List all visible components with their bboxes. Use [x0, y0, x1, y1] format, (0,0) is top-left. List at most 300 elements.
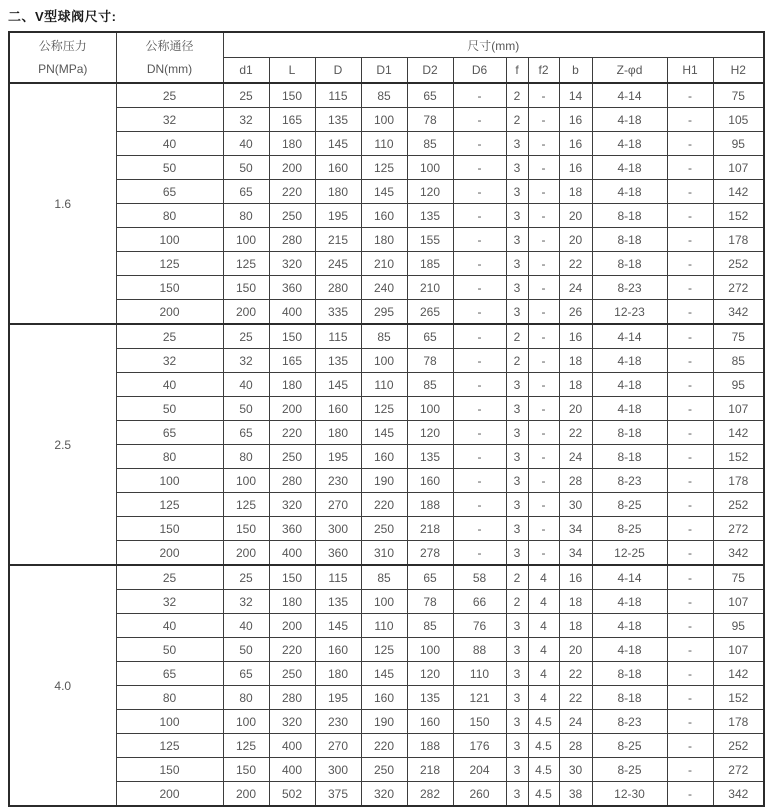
table-row [9, 565, 764, 590]
size-value-cell: 180 [269, 590, 315, 614]
size-value-cell: 100 [223, 469, 269, 493]
section-title: 二、V型球阀尺寸: [8, 9, 117, 24]
size-column-header: Z-φd [592, 58, 667, 84]
size-value-cell: 125 [223, 252, 269, 276]
size-value-cell: - [528, 517, 559, 541]
table-row [9, 469, 764, 493]
size-value-cell: 95 [713, 373, 764, 397]
size-value-cell: 3 [506, 493, 528, 517]
size-value-cell: - [667, 782, 713, 807]
size-value-cell: - [528, 324, 559, 349]
size-value-cell: 8-23 [592, 469, 667, 493]
size-value-cell: 24 [559, 276, 592, 300]
dn-value-cell: 150 [116, 517, 223, 541]
dn-value-cell: 50 [116, 156, 223, 180]
size-value-cell: 65 [407, 565, 453, 590]
size-value-cell: 4-18 [592, 132, 667, 156]
size-value-cell: 150 [453, 710, 506, 734]
size-value-cell: - [667, 445, 713, 469]
size-value-cell: 4 [528, 686, 559, 710]
size-value-cell: 265 [407, 300, 453, 325]
size-value-cell: 65 [223, 421, 269, 445]
dn-value-cell: 25 [116, 83, 223, 108]
dn-value-cell: 125 [116, 252, 223, 276]
size-value-cell: 120 [407, 421, 453, 445]
size-value-cell: 280 [315, 276, 361, 300]
size-value-cell: 18 [559, 373, 592, 397]
size-value-cell: 50 [223, 638, 269, 662]
size-value-cell: - [528, 180, 559, 204]
size-value-cell: 28 [559, 469, 592, 493]
size-value-cell: 2 [506, 565, 528, 590]
size-value-cell: 65 [407, 83, 453, 108]
pn-value-cell: 1.6 [9, 83, 116, 324]
size-value-cell: 3 [506, 204, 528, 228]
pressure-label: 公称压力 [38, 38, 87, 53]
size-value-cell: - [667, 517, 713, 541]
size-value-cell: 4 [528, 614, 559, 638]
size-value-cell: 8-18 [592, 662, 667, 686]
size-value-cell: - [453, 156, 506, 180]
size-value-cell: 100 [223, 710, 269, 734]
size-value-cell: 335 [315, 300, 361, 325]
size-value-cell: 180 [315, 421, 361, 445]
size-value-cell: 220 [269, 638, 315, 662]
size-value-cell: 4-18 [592, 108, 667, 132]
size-value-cell: 4-18 [592, 614, 667, 638]
table-row [9, 590, 764, 614]
table-row [9, 638, 764, 662]
size-value-cell: - [667, 156, 713, 180]
size-value-cell: 260 [453, 782, 506, 807]
size-value-cell: 4-18 [592, 590, 667, 614]
size-value-cell: - [667, 565, 713, 590]
size-value-cell: 78 [407, 108, 453, 132]
size-value-cell: 115 [315, 83, 361, 108]
size-value-cell: - [528, 204, 559, 228]
size-value-cell: 2 [506, 108, 528, 132]
size-value-cell: - [528, 276, 559, 300]
size-value-cell: 107 [713, 156, 764, 180]
size-value-cell: 204 [453, 758, 506, 782]
size-value-cell: 4.5 [528, 710, 559, 734]
size-value-cell: - [667, 300, 713, 325]
size-value-cell: 88 [453, 638, 506, 662]
size-value-cell: 272 [713, 276, 764, 300]
size-value-cell: 110 [361, 132, 407, 156]
size-value-cell: 20 [559, 204, 592, 228]
size-value-cell: - [667, 373, 713, 397]
valve-dimensions-table [8, 31, 765, 807]
size-value-cell: - [453, 445, 506, 469]
size-value-cell: 85 [407, 132, 453, 156]
size-value-cell: 3 [506, 686, 528, 710]
dn-value-cell: 40 [116, 614, 223, 638]
size-value-cell: 75 [713, 565, 764, 590]
size-value-cell: 4 [528, 638, 559, 662]
dn-value-cell: 50 [116, 397, 223, 421]
dn-value-cell: 25 [116, 324, 223, 349]
table-row [9, 300, 764, 325]
size-value-cell: 160 [361, 686, 407, 710]
dn-value-cell: 200 [116, 541, 223, 566]
size-value-cell: 152 [713, 204, 764, 228]
size-value-cell: 115 [315, 565, 361, 590]
size-column-header: H2 [713, 58, 764, 84]
size-value-cell: 22 [559, 421, 592, 445]
size-value-cell: 32 [223, 349, 269, 373]
size-value-cell: 3 [506, 276, 528, 300]
size-value-cell: 2 [506, 83, 528, 108]
pn-value-cell: 4.0 [9, 565, 116, 806]
size-value-cell: 200 [223, 541, 269, 566]
size-value-cell: 145 [315, 614, 361, 638]
dn-value-cell: 25 [116, 565, 223, 590]
table-row [9, 445, 764, 469]
size-value-cell: 120 [407, 180, 453, 204]
dn-value-cell: 100 [116, 710, 223, 734]
dn-value-cell: 65 [116, 421, 223, 445]
size-value-cell: 85 [407, 373, 453, 397]
size-value-cell: - [453, 83, 506, 108]
size-value-cell: 65 [223, 180, 269, 204]
size-value-cell: 178 [713, 710, 764, 734]
size-value-cell: 270 [315, 734, 361, 758]
size-value-cell: 3 [506, 734, 528, 758]
size-value-cell: 24 [559, 710, 592, 734]
size-value-cell: 280 [269, 686, 315, 710]
size-value-cell: - [528, 252, 559, 276]
size-value-cell: 320 [269, 710, 315, 734]
size-value-cell: 85 [407, 614, 453, 638]
size-value-cell: 180 [269, 373, 315, 397]
size-value-cell: 100 [407, 397, 453, 421]
size-value-cell: 34 [559, 541, 592, 566]
diameter-unit-label: DN(mm) [146, 61, 193, 76]
size-value-cell: 40 [223, 614, 269, 638]
size-value-cell: 220 [269, 421, 315, 445]
size-value-cell: 220 [361, 734, 407, 758]
pressure-column-header [9, 32, 116, 83]
dn-value-cell: 200 [116, 300, 223, 325]
size-value-cell: 78 [407, 349, 453, 373]
size-value-cell: 3 [506, 445, 528, 469]
size-value-cell: 135 [407, 204, 453, 228]
size-value-cell: 145 [361, 180, 407, 204]
size-value-cell: 8-18 [592, 204, 667, 228]
table-row [9, 156, 764, 180]
size-value-cell: - [667, 734, 713, 758]
size-value-cell: 115 [315, 324, 361, 349]
size-value-cell: 252 [713, 252, 764, 276]
size-value-cell: - [528, 397, 559, 421]
table-row [9, 734, 764, 758]
dn-value-cell: 65 [116, 180, 223, 204]
size-value-cell: 320 [269, 493, 315, 517]
dn-value-cell: 40 [116, 373, 223, 397]
size-value-cell: 135 [315, 108, 361, 132]
size-value-cell: - [453, 108, 506, 132]
size-value-cell: 12-25 [592, 541, 667, 566]
size-value-cell: 3 [506, 252, 528, 276]
size-value-cell: - [453, 180, 506, 204]
pressure-unit-label: PN(MPa) [38, 61, 88, 76]
table-row [9, 324, 764, 349]
size-value-cell: 100 [361, 349, 407, 373]
size-value-cell: 100 [223, 228, 269, 252]
size-value-cell: 8-25 [592, 758, 667, 782]
size-value-cell: 295 [361, 300, 407, 325]
size-value-cell: 16 [559, 565, 592, 590]
size-column-header: d1 [223, 58, 269, 84]
size-value-cell: - [667, 83, 713, 108]
size-value-cell: 78 [407, 590, 453, 614]
dn-value-cell: 150 [116, 758, 223, 782]
size-value-cell: 155 [407, 228, 453, 252]
size-value-cell: 125 [223, 493, 269, 517]
dn-value-cell: 65 [116, 662, 223, 686]
size-value-cell: 12-30 [592, 782, 667, 807]
dn-value-cell: 100 [116, 469, 223, 493]
size-value-cell: 50 [223, 397, 269, 421]
size-value-cell: 4-18 [592, 349, 667, 373]
size-value-cell: 16 [559, 324, 592, 349]
size-value-cell: - [667, 421, 713, 445]
size-value-cell: 22 [559, 662, 592, 686]
size-value-cell: 8-18 [592, 421, 667, 445]
size-value-cell: - [528, 445, 559, 469]
size-value-cell: - [453, 493, 506, 517]
size-value-cell: 278 [407, 541, 453, 566]
table-row [9, 204, 764, 228]
table-header [9, 32, 764, 83]
size-value-cell: - [667, 662, 713, 686]
dn-value-cell: 32 [116, 349, 223, 373]
size-value-cell: - [453, 541, 506, 566]
size-value-cell: 342 [713, 782, 764, 807]
size-value-cell: 142 [713, 180, 764, 204]
size-value-cell: - [528, 228, 559, 252]
size-value-cell: 218 [407, 517, 453, 541]
size-value-cell: 160 [315, 638, 361, 662]
size-value-cell: - [453, 228, 506, 252]
dn-value-cell: 150 [116, 276, 223, 300]
size-value-cell: - [453, 517, 506, 541]
size-value-cell: 95 [713, 132, 764, 156]
size-value-cell: - [453, 349, 506, 373]
size-value-cell: - [528, 83, 559, 108]
size-value-cell: 3 [506, 662, 528, 686]
size-value-cell: 145 [315, 373, 361, 397]
size-value-cell: - [667, 349, 713, 373]
size-value-cell: 3 [506, 638, 528, 662]
size-value-cell: 342 [713, 541, 764, 566]
size-value-cell: 40 [223, 132, 269, 156]
size-value-cell: - [453, 132, 506, 156]
size-value-cell: 3 [506, 228, 528, 252]
table-row [9, 397, 764, 421]
size-value-cell: 4-14 [592, 565, 667, 590]
size-value-cell: 85 [713, 349, 764, 373]
size-value-cell: 85 [361, 83, 407, 108]
size-value-cell: 160 [361, 204, 407, 228]
size-value-cell: 2 [506, 590, 528, 614]
diameter-column-header [116, 32, 223, 83]
size-value-cell: 25 [223, 565, 269, 590]
size-value-cell: - [453, 397, 506, 421]
size-value-cell: 50 [223, 156, 269, 180]
size-value-cell: - [528, 541, 559, 566]
size-value-cell: 272 [713, 517, 764, 541]
size-value-cell: 4-18 [592, 180, 667, 204]
size-value-cell: 165 [269, 108, 315, 132]
size-value-cell: 200 [269, 614, 315, 638]
size-value-cell: 95 [713, 614, 764, 638]
size-value-cell: 142 [713, 421, 764, 445]
size-value-cell: - [528, 108, 559, 132]
size-value-cell: 4.5 [528, 782, 559, 807]
table-row [9, 782, 764, 807]
size-value-cell: 125 [361, 397, 407, 421]
size-value-cell: 3 [506, 469, 528, 493]
size-value-cell: 250 [269, 445, 315, 469]
size-value-cell: 3 [506, 541, 528, 566]
dn-value-cell: 32 [116, 108, 223, 132]
size-value-cell: 300 [315, 517, 361, 541]
table-row [9, 541, 764, 566]
table-row [9, 493, 764, 517]
size-value-cell: 125 [223, 734, 269, 758]
size-column-header: f2 [528, 58, 559, 84]
size-value-cell: 190 [361, 710, 407, 734]
dn-value-cell: 125 [116, 734, 223, 758]
size-value-cell: 40 [223, 373, 269, 397]
size-value-cell: - [453, 276, 506, 300]
size-value-cell: 320 [361, 782, 407, 807]
dn-value-cell: 32 [116, 590, 223, 614]
size-column-header: L [269, 58, 315, 84]
size-value-cell: 152 [713, 445, 764, 469]
size-value-cell: 75 [713, 83, 764, 108]
size-value-cell: 250 [361, 517, 407, 541]
size-value-cell: 252 [713, 734, 764, 758]
size-value-cell: - [667, 397, 713, 421]
size-value-cell: - [667, 469, 713, 493]
size-value-cell: 26 [559, 300, 592, 325]
size-value-cell: 20 [559, 638, 592, 662]
size-value-cell: - [667, 108, 713, 132]
size-value-cell: 85 [361, 565, 407, 590]
size-value-cell: 25 [223, 324, 269, 349]
size-value-cell: 8-23 [592, 710, 667, 734]
size-value-cell: 150 [223, 276, 269, 300]
size-value-cell: 200 [223, 782, 269, 807]
header-row-top [9, 32, 764, 58]
size-value-cell: 20 [559, 228, 592, 252]
size-value-cell: 8-25 [592, 493, 667, 517]
size-value-cell: 360 [269, 517, 315, 541]
size-value-cell: 200 [223, 300, 269, 325]
size-value-cell: - [667, 204, 713, 228]
size-value-cell: - [667, 541, 713, 566]
size-value-cell: 200 [269, 156, 315, 180]
size-value-cell: 30 [559, 758, 592, 782]
size-value-cell: 3 [506, 710, 528, 734]
size-value-cell: 342 [713, 300, 764, 325]
size-value-cell: 135 [315, 590, 361, 614]
size-value-cell: - [667, 324, 713, 349]
size-value-cell: 58 [453, 565, 506, 590]
size-value-cell: - [528, 493, 559, 517]
size-value-cell: 125 [361, 638, 407, 662]
size-value-cell: 190 [361, 469, 407, 493]
size-value-cell: 80 [223, 204, 269, 228]
size-value-cell: 3 [506, 180, 528, 204]
size-value-cell: 178 [713, 469, 764, 493]
size-value-cell: 160 [315, 156, 361, 180]
size-value-cell: 270 [315, 493, 361, 517]
size-value-cell: 66 [453, 590, 506, 614]
size-value-cell: 320 [269, 252, 315, 276]
table-row [9, 252, 764, 276]
size-value-cell: 150 [223, 758, 269, 782]
size-value-cell: - [667, 132, 713, 156]
dn-value-cell: 100 [116, 228, 223, 252]
size-value-cell: 2 [506, 349, 528, 373]
table-row [9, 373, 764, 397]
size-value-cell: - [453, 300, 506, 325]
size-value-cell: 230 [315, 710, 361, 734]
size-value-cell: 32 [223, 590, 269, 614]
size-value-cell: 8-25 [592, 734, 667, 758]
size-value-cell: 188 [407, 734, 453, 758]
size-value-cell: 65 [223, 662, 269, 686]
size-column-header: D2 [407, 58, 453, 84]
dn-value-cell: 125 [116, 493, 223, 517]
size-value-cell: 34 [559, 517, 592, 541]
size-value-cell: 38 [559, 782, 592, 807]
size-value-cell: 4 [528, 590, 559, 614]
table-row [9, 421, 764, 445]
size-value-cell: - [453, 324, 506, 349]
size-value-cell: - [453, 204, 506, 228]
size-value-cell: 75 [713, 324, 764, 349]
size-value-cell: 18 [559, 590, 592, 614]
size-column-header: D [315, 58, 361, 84]
size-value-cell: 18 [559, 180, 592, 204]
size-value-cell: - [667, 758, 713, 782]
size-value-cell: 300 [315, 758, 361, 782]
table-row [9, 686, 764, 710]
size-column-header: f [506, 58, 528, 84]
valve-table-body [9, 83, 764, 806]
size-value-cell: 220 [269, 180, 315, 204]
diameter-label: 公称通径 [145, 38, 194, 53]
size-value-cell: 4-18 [592, 397, 667, 421]
size-value-cell: 3 [506, 397, 528, 421]
size-value-cell: 18 [559, 614, 592, 638]
size-value-cell: 80 [223, 686, 269, 710]
size-value-cell: - [528, 469, 559, 493]
size-value-cell: 30 [559, 493, 592, 517]
size-value-cell: 160 [315, 397, 361, 421]
size-value-cell: 180 [315, 180, 361, 204]
size-value-cell: - [453, 469, 506, 493]
size-value-cell: 80 [223, 445, 269, 469]
size-value-cell: - [453, 373, 506, 397]
size-value-cell: 165 [269, 349, 315, 373]
size-value-cell: 150 [223, 517, 269, 541]
